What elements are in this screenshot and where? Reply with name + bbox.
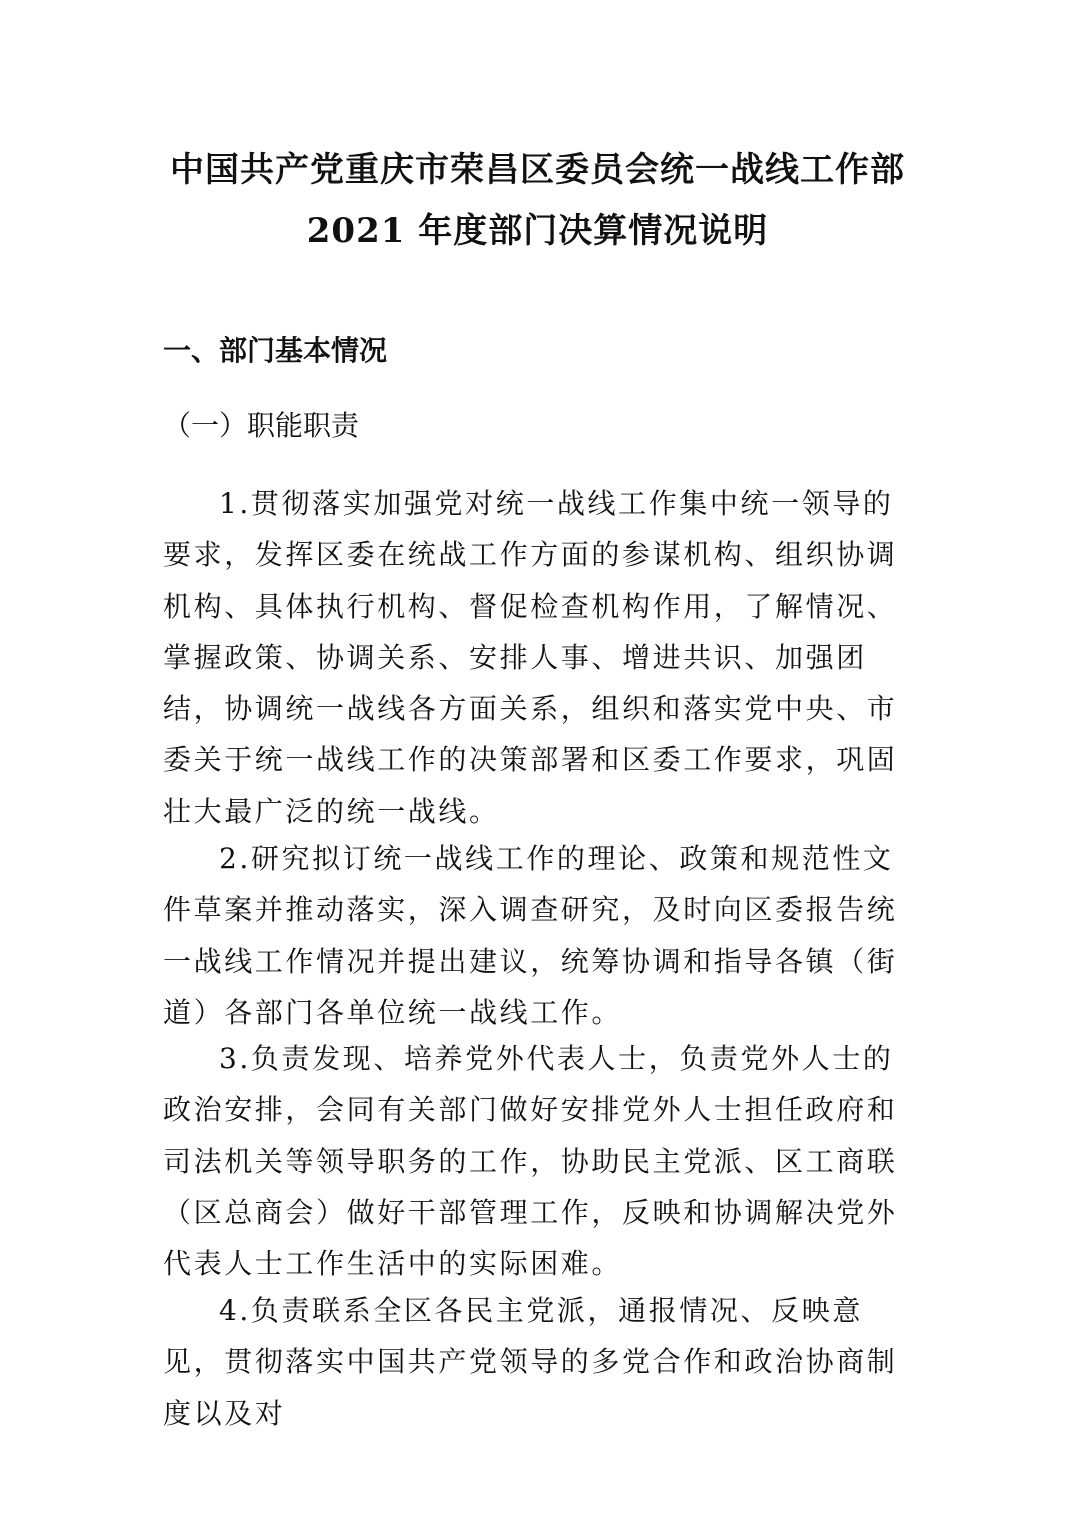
subsection-heading: （一）职能职责 — [163, 409, 360, 442]
body-paragraph-2: 2.研究拟订统一战线工作的理论、政策和规范性文件草案并推动落实，深入调查研究，及时向区委报告统一战线工作情况并提出建议，统筹协调和指导各镇（街道）各部门各单位统一战线工作。 — [163, 842, 898, 1029]
body-paragraph-3: 3.负责发现、培养党外代表人士，负责党外人士的政治安排，会同有关部门做好安排党外人士担任政府和司法机关等领导职务的工作，协助民主党派、区工商联（区总商会）做好干部管理工作，反映和协调解决党外代表人士工作生活中的实际困难。 — [163, 1042, 898, 1281]
body-paragraph-1: 1.贯彻落实加强党对统一战线工作集中统一领导的要求，发挥区委在统战工作方面的参谋机构、组织协调机构、具体执行机构、督促检查机构作用，了解情况、掌握政策、协调关系、安排人事、增进共识、加强团结，协调统一战线各方面关系，组织和落实党中央、市委关于统一战线工作的决策部署和区委工作要求，巩固壮大最广泛的统一战线。 — [163, 487, 898, 828]
document-title-line-1: 中国共产党重庆市荣昌区委员会统一战线工作部 — [170, 150, 905, 190]
document-title-line-2: 2021 年度部门决算情况说明 — [306, 211, 769, 251]
section-heading: 一、部门基本情况 — [163, 334, 388, 367]
body-paragraph-4: 4.负责联系全区各民主党派，通报情况、反映意见，贯彻落实中国共产党领导的多党合作和政治协商制度以及对 — [163, 1294, 898, 1430]
